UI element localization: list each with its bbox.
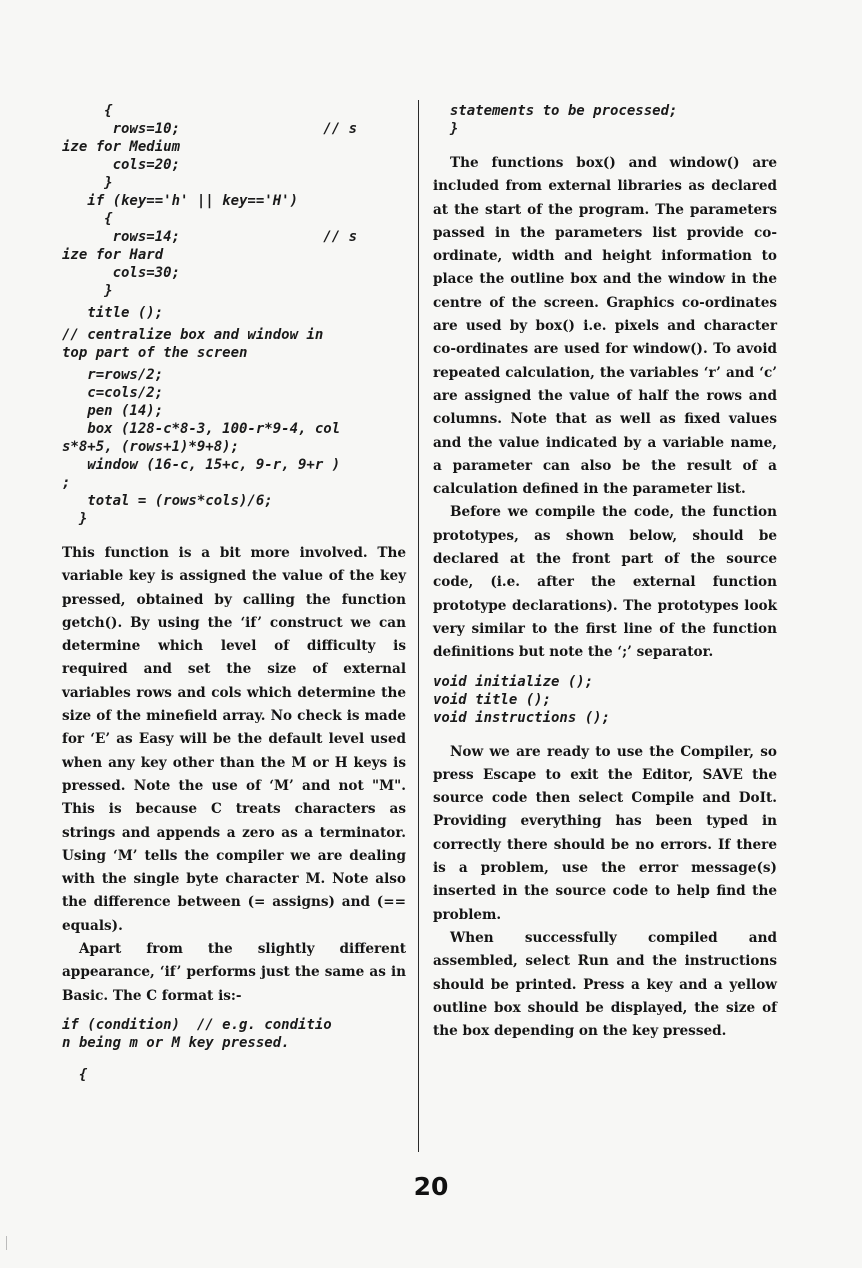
code-block-key-conditions: { rows=10; // s ize for Medium cols=20; } if (key=='h' || key=='H') { rows=14; // s ize for Hard cols=30; } [62,103,358,299]
code-statements-processed: statements to be processed; } [449,103,678,137]
right-column [433,102,777,1043]
code-prototypes: void initialize (); void title (); void instructions (); [433,673,611,726]
scan-edge-mark [6,1236,7,1250]
left-column [62,102,406,1084]
paragraph-function-explanation: This function is a bit more involved. The variable key is assigned the value of the key pressed, obtained by calling the function getch(). By using the ‘if’ construct we can determine which level of difficulty is required and set the size of external variables rows and cols which determine the size of the minefield array. No check is made for ‘E’ as Easy will be the default level used when any key other than the M or H keys is pressed. Note the use of ‘M’ and not "M". This is because C treats characters as strings and appends a zero as a terminator. Using ‘M’ tells the compiler we are dealing with the single byte character M. Note also the difference between (= assigns) and (== equals). [62,545,406,934]
code-if-condition: if (condition) // e.g. conditio n being m or M key pressed. [62,1016,332,1051]
paragraph-if-format: Apart from the slightly different appearance, ‘if’ performs just the same as in Basic. The C format is:- [62,941,406,1004]
code-comment-centralize: // centralize box and window in top part of the screen [62,327,324,361]
page-number: 20 [413,1172,449,1201]
paragraph-run-instructions: When successfully compiled and assembled, select Run and the instructions should be printed. Press a key and a yellow outline box should be displayed, the size of the box depending on the key pressed. [433,929,777,1040]
paragraph-compiler-usage: Now we are ready to use the Compiler, so press Escape to exit the Editor, SAVE the source code then select Compile and DoIt. Providing everything has been typed in correctly there should be no errors. If there is a problem, use the error message(s) inserted in the source code to help find the problem. [433,743,777,923]
code-open-brace: { [62,1066,88,1083]
code-title-call: title (); [62,305,164,321]
column-divider [418,100,419,1152]
paragraph-box-window-functions: The functions box() and window() are included from external libraries as declared at the start of the program. The parameters passed in the parameters list provide co-ordinate, width and height information to place the outline box and the window in the centre of the screen. Graphics co-ordinates are used by box() i.e. pixels and character co-ordinates are used for window(). To avoid repeated calculation, the variables ‘r’ and ‘c’ are assigned the value of half the rows and columns. Note that as well as fixed values and the value indicated by a variable name, a parameter can also be the result of a calculation defined in the parameter list. [433,155,777,498]
paragraph-function-prototypes: Before we compile the code, the function prototypes, as shown below, should be declared at the front part of the source code, (i.e. after the external function prototype declarations). The prototypes look very similar to the first line of the function definitions but note the ‘;’ separator. [433,504,777,661]
code-block-box-window: r=rows/2; c=cols/2; pen (14); box (128-c*8-3, 100-r*9-4, col s*8+5, (rows+1)*9+8); window (16-c, 15+c, 9-r, 9+r ) ; total = (rows*cols)/6; } [62,367,341,527]
